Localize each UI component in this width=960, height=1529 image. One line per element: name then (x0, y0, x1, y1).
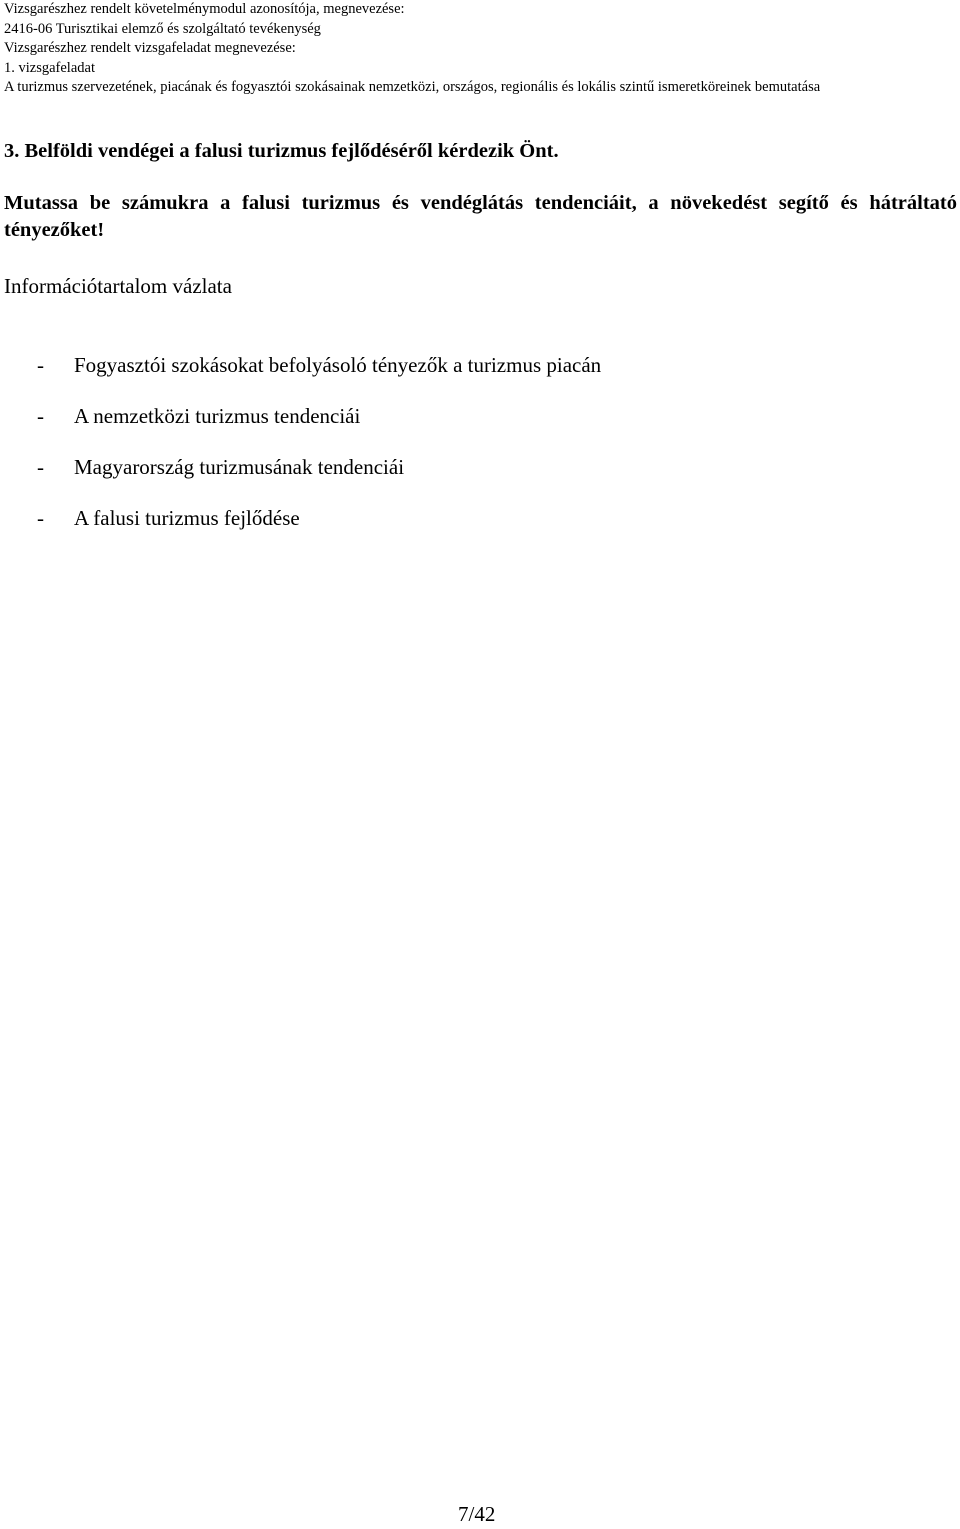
list-item-text: A nemzetközi turizmus tendenciái (74, 404, 361, 428)
question-block (4, 136, 957, 244)
list-item-text: Fogyasztói szokásokat befolyásoló tényezők a turizmus piacán (74, 353, 602, 377)
list-item (0, 350, 940, 401)
list-dash: - (37, 455, 44, 479)
header-task-label: Vizsgarészhez rendelt vizsgafeladat megnevezése: (4, 40, 296, 57)
outline-list (0, 350, 940, 554)
question-title: 3. Belföldi vendégei a falusi turizmus fejlődéséről kérdezik Önt. (4, 140, 559, 162)
document-header (4, 0, 954, 98)
list-item (0, 401, 940, 452)
header-module-name: 2416-06 Turisztikai elemző és szolgáltató tevékenység (4, 20, 321, 37)
list-item-text: A falusi turizmus fejlődése (74, 506, 300, 530)
list-item (0, 503, 940, 554)
list-dash: - (37, 404, 44, 428)
outline-title: Információtartalom vázlata (4, 274, 232, 298)
list-item (0, 452, 940, 503)
header-task-number: 1. vizsgafeladat (4, 59, 95, 76)
question-body: Mutassa be számukra a falusi turizmus és vendéglátás tendenciáit, a növekedést segítő és hátráltató tényezőket! (4, 192, 957, 241)
header-module-label: Vizsgarészhez rendelt követelménymodul azonosítója, megnevezése: (4, 1, 405, 17)
list-item-text: Magyarország turizmusának tendenciái (74, 455, 405, 479)
header-task-name: A turizmus szervezetének, piacának és fogyasztói szokásainak nemzetközi, országos, regionális és lokális szintű ismeretköreinek bemutatása (4, 79, 821, 96)
list-dash: - (37, 506, 44, 530)
list-dash: - (37, 353, 44, 377)
page-number: 7/42 (458, 1502, 496, 1526)
